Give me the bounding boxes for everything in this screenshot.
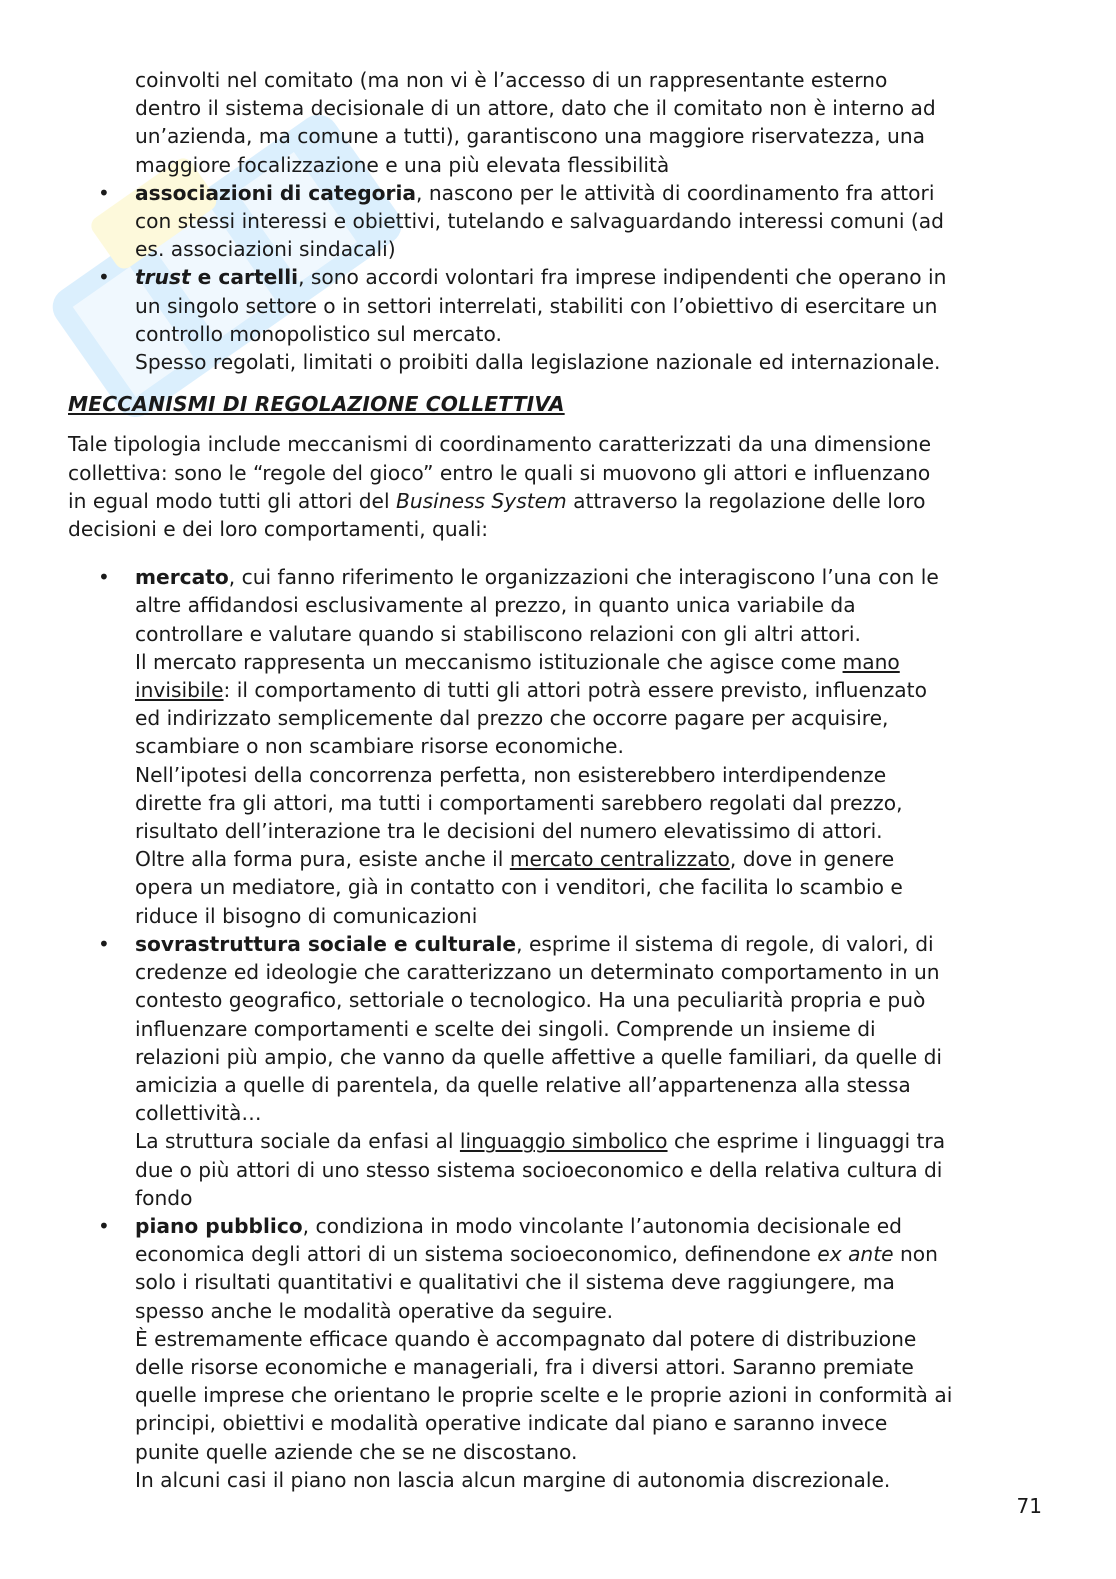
intro-continuation — [68, 66, 1053, 179]
text-span: , condiziona in modo vincolante l’autonomia decisionale ed — [302, 1213, 902, 1238]
text-line: controllare e valutare quando si stabiliscono relazioni con gli altri attori. — [135, 621, 861, 646]
text-line: Nell’ipotesi della concorrenza perfetta, non esisterebbero interdipendenze — [135, 762, 887, 787]
text-line: Tale tipologia include meccanismi di coordinamento caratterizzati da una dimensione — [68, 432, 932, 457]
text-line: un singolo settore o in settori interrelati, stabiliti con l’obiettivo di esercitare un — [135, 293, 938, 318]
text-line: scambiare o non scambiare risorse economiche. — [135, 734, 624, 759]
bullet-icon: • — [98, 931, 110, 956]
text-line: delle risorse economiche e manageriali, fra i diversi attori. Saranno premiate — [135, 1354, 914, 1379]
section-heading: MECCANISMI DI REGOLAZIONE COLLETTIVA — [68, 392, 565, 417]
text-line: risultato dell’interazione tra le decisioni del numero elevatissimo di attori. — [135, 819, 883, 844]
text-span: attraverso la regolazione delle loro — [566, 488, 926, 513]
text-line: dentro il sistema decisionale di un attore, dato che il comitato non è interno ad — [135, 96, 936, 121]
term-bold: associazioni di categoria — [135, 180, 417, 205]
text-line: quelle imprese che orientano le proprie scelte e le proprie azioni in conformità ai — [135, 1383, 953, 1408]
list-item-piano — [68, 1212, 1053, 1494]
underlined-term: mano — [842, 649, 900, 674]
document-body — [68, 66, 1053, 1494]
bullet-icon: • — [98, 565, 110, 590]
text-span: : il comportamento di tutti gli attori potrà essere previsto, influenzato — [223, 678, 927, 703]
bullet-icon: • — [98, 1213, 110, 1238]
text-line: con stessi interessi e obiettivi, tutelando e salvaguardando interessi comuni (ad — [135, 209, 944, 234]
text-line: credenze ed ideologie che caratterizzano un determinato comportamento in un — [135, 960, 940, 985]
bullet-icon: • — [98, 265, 110, 290]
text-line: collettività… — [135, 1101, 262, 1126]
text-line: spesso anche le modalità operative da seguire. — [135, 1298, 614, 1323]
bullet-icon: • — [98, 180, 110, 205]
bullet-list-main — [68, 563, 1053, 1494]
underlined-term: mercato centralizzato — [509, 847, 730, 872]
text-line: amicizia a quelle di parentela, da quelle relative all’appartenenza alla stessa — [135, 1072, 911, 1097]
term-italic: trust — [135, 265, 191, 290]
text-line: principi, obiettivi e modalità operative indicate dal piano e saranno invece — [135, 1411, 888, 1436]
text-line: altre affidandosi esclusivamente al prezzo, in quanto unica variabile da — [135, 593, 856, 618]
text-line: influenzare comportamenti e scelte dei singoli. Comprende un insieme di — [135, 1016, 876, 1041]
text-span: , cui fanno riferimento le organizzazioni che interagiscono l’una con le — [228, 565, 939, 590]
text-line: fondo — [135, 1185, 193, 1210]
list-item-mercato — [68, 563, 1053, 930]
emphasis: ex ante — [817, 1242, 894, 1267]
text-line: maggiore focalizzazione e una più elevata flessibilità — [135, 152, 670, 177]
term-bold: sovrastruttura sociale e culturale — [135, 931, 517, 956]
text-span: che esprime i linguaggi tra — [667, 1129, 946, 1154]
underlined-term: invisibile — [135, 678, 224, 703]
text-line: riduce il bisogno di comunicazioni — [135, 903, 478, 928]
text-span: economica degli attori di un sistema socioeconomico, definendone — [135, 1242, 818, 1267]
page-number: 71 — [1016, 1494, 1042, 1518]
text-span: , dove in genere — [729, 847, 895, 872]
text-line: opera un mediatore, già in contatto con i venditori, che facilita lo scambio e — [135, 875, 903, 900]
text-line: solo i risultati quantitativi e qualitativi che il sistema deve raggiungere, ma — [135, 1270, 895, 1295]
text-span: in egual modo tutti gli attori del — [68, 488, 396, 513]
list-item-trust — [68, 263, 1053, 376]
text-span: non — [893, 1242, 938, 1267]
text-line: punite quelle aziende che se ne discostano. — [135, 1439, 578, 1464]
text-span: , sono accordi volontari fra imprese indipendenti che operano in — [298, 265, 947, 290]
text-line: un’azienda, ma comune a tutti), garantiscono una maggiore riservatezza, una — [135, 124, 926, 149]
text-span: , esprime il sistema di regole, di valori, di — [516, 931, 934, 956]
text-line: collettiva: sono le “regole del gioco” entro le quali si muovono gli attori e influenzano — [68, 460, 931, 485]
bullet-list-top — [68, 179, 1053, 376]
term-bold: piano pubblico — [135, 1213, 303, 1238]
emphasis: Business System — [396, 488, 567, 513]
text-span: La struttura sociale da enfasi al — [135, 1129, 460, 1154]
term-bold: mercato — [135, 565, 229, 590]
text-line: dirette fra gli attori, ma tutti i comportamenti sarebbero regolati dal prezzo, — [135, 790, 903, 815]
text-line: contesto geografico, settoriale o tecnologico. Ha una peculiarità propria e può — [135, 988, 926, 1013]
text-line: due o più attori di uno stesso sistema socioeconomico e della relativa cultura di — [135, 1157, 943, 1182]
text-line: relazioni più ampio, che vanno da quelle affettive a quelle familiari, da quelle di — [135, 1044, 942, 1069]
term-bold: e cartelli — [190, 265, 299, 290]
text-span: , nascono per le attività di coordinamento fra attori — [416, 180, 935, 205]
text-line: controllo monopolistico sul mercato. — [135, 321, 502, 346]
underlined-term: linguaggio simbolico — [459, 1129, 668, 1154]
list-item-associazioni — [68, 179, 1053, 264]
text-line: In alcuni casi il piano non lascia alcun margine di autonomia discrezionale. — [135, 1467, 891, 1492]
text-line: Spesso regolati, limitati o proibiti dalla legislazione nazionale ed internazionale. — [135, 350, 941, 375]
list-item-sovrastruttura — [68, 930, 1053, 1212]
text-line: es. associazioni sindacali) — [135, 237, 396, 262]
text-line: È estremamente efficace quando è accompagnato dal potere di distribuzione — [135, 1326, 917, 1351]
section-intro — [68, 430, 1053, 543]
text-line: ed indirizzato semplicemente dal prezzo che occorre pagare per acquisire, — [135, 706, 889, 731]
text-line: coinvolti nel comitato (ma non vi è l’accesso di un rappresentante esterno — [135, 68, 888, 92]
text-line: decisioni e dei loro comportamenti, quali: — [68, 517, 489, 542]
text-span: Oltre alla forma pura, esiste anche il — [135, 847, 510, 872]
text-span: Il mercato rappresenta un meccanismo istituzionale che agisce come — [135, 649, 843, 674]
